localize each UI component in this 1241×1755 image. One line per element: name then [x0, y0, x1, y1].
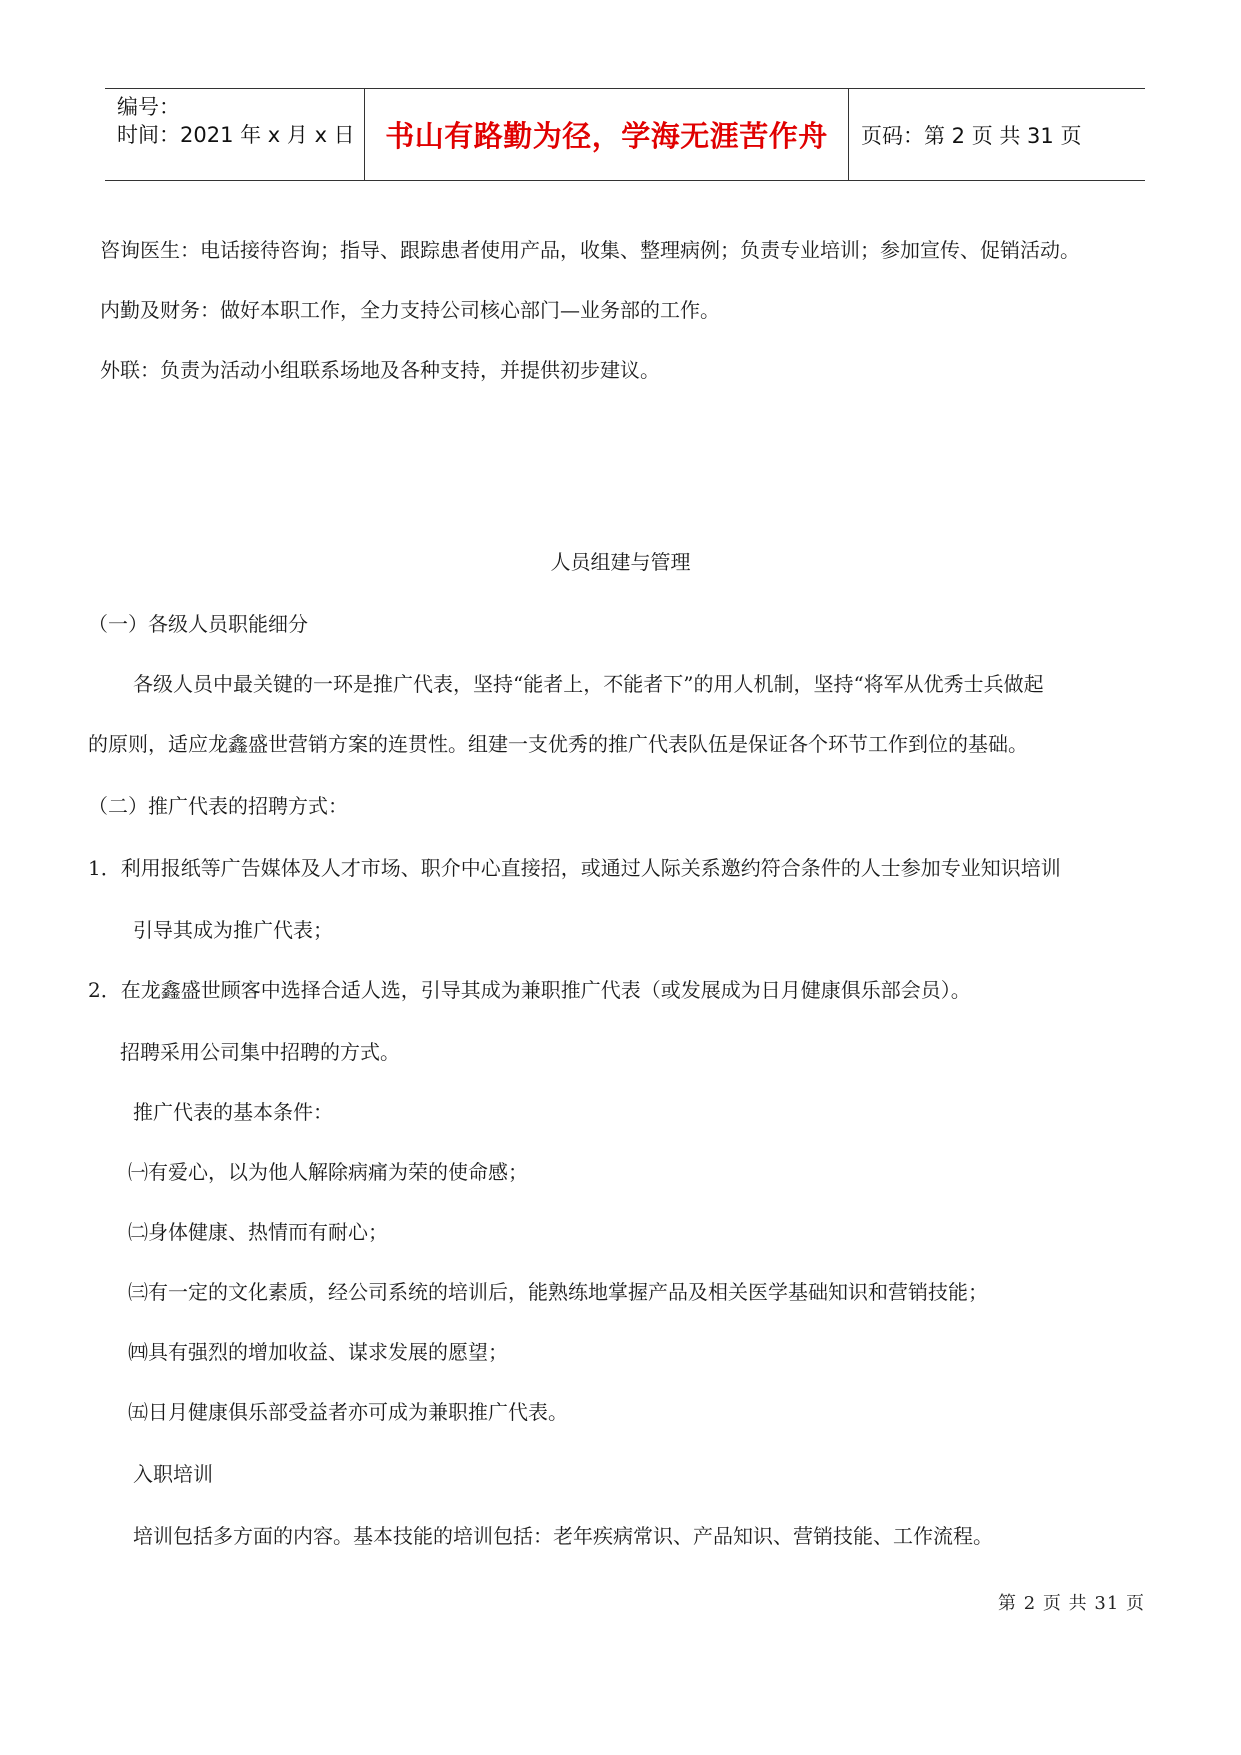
paragraph-consulting-doctor: 咨询医生：电话接待咨询；指导、跟踪患者使用产品，收集、整理病例；负责专业培训；参加宣传、促销活动。 [100, 238, 1080, 262]
header-meta [105, 89, 365, 180]
paragraph-recruit-method: 招聘采用公司集中招聘的方式。 [120, 1040, 400, 1064]
list-item-1-line1: 1．利用报纸等广告媒体及人才市场、职介中心直接招，或通过人际关系邀约符合条件的人士参加专业知识培训 [88, 856, 1061, 880]
paragraph-liaison: 外联：负责为活动小组联系场地及各种支持，并提供初步建议。 [100, 358, 660, 382]
document-time-label: 时间：2021 年 x 月 x 日 [117, 123, 355, 147]
condition-item-2: ㈡身体健康、热情而有耐心； [128, 1220, 388, 1244]
condition-item-3: ㈢有一定的文化素质，经公司系统的培训后，能熟练地掌握产品及相关医学基础知识和营销技能； [128, 1280, 988, 1304]
footer-page-info: 第 2 页 共 31 页 [998, 1593, 1145, 1614]
condition-item-4: ㈣具有强烈的增加收益、谋求发展的愿望； [128, 1340, 508, 1364]
subheading-recruitment: （二）推广代表的招聘方式： [88, 794, 348, 818]
subheading-duties: （一）各级人员职能细分 [88, 612, 308, 636]
paragraph-office-finance: 内勤及财务：做好本职工作，全力支持公司核心部门—业务部的工作。 [100, 298, 720, 322]
list-item-1-line2: 引导其成为推广代表； [133, 918, 333, 942]
header-table [105, 88, 1145, 181]
paragraph-onboarding-title: 入职培训 [133, 1462, 213, 1486]
list-item-2: 2．在龙鑫盛世顾客中选择合适人选，引导其成为兼职推广代表（或发展成为日月健康俱乐部会员）。 [88, 978, 971, 1002]
paragraph-training-content: 培训包括多方面的内容。基本技能的培训包括：老年疾病常识、产品知识、营销技能、工作流程。 [133, 1524, 993, 1548]
paragraph-key-role-line2: 的原则，适应龙鑫盛世营销方案的连贯性。组建一支优秀的推广代表队伍是保证各个环节工作到位的基础。 [88, 732, 1028, 756]
section-title: 人员组建与管理 [550, 550, 691, 574]
condition-item-5: ㈤日月健康俱乐部受益者亦可成为兼职推广代表。 [128, 1400, 568, 1424]
condition-item-1: ㈠有爱心，以为他人解除病痛为荣的使命感； [128, 1160, 528, 1184]
header-page-label: 页码：第 2 页 共 31 页 [861, 123, 1082, 148]
header-motto: 书山有路勤为径，学海无涯苦作舟 [365, 89, 849, 180]
paragraph-key-role-line1: 各级人员中最关键的一环是推广代表，坚持“能者上，不能者下”的用人机制，坚持“将军从优秀士兵做起 [133, 672, 1044, 696]
paragraph-basic-conditions: 推广代表的基本条件： [133, 1100, 333, 1124]
document-number-label: 编号： [117, 95, 180, 119]
